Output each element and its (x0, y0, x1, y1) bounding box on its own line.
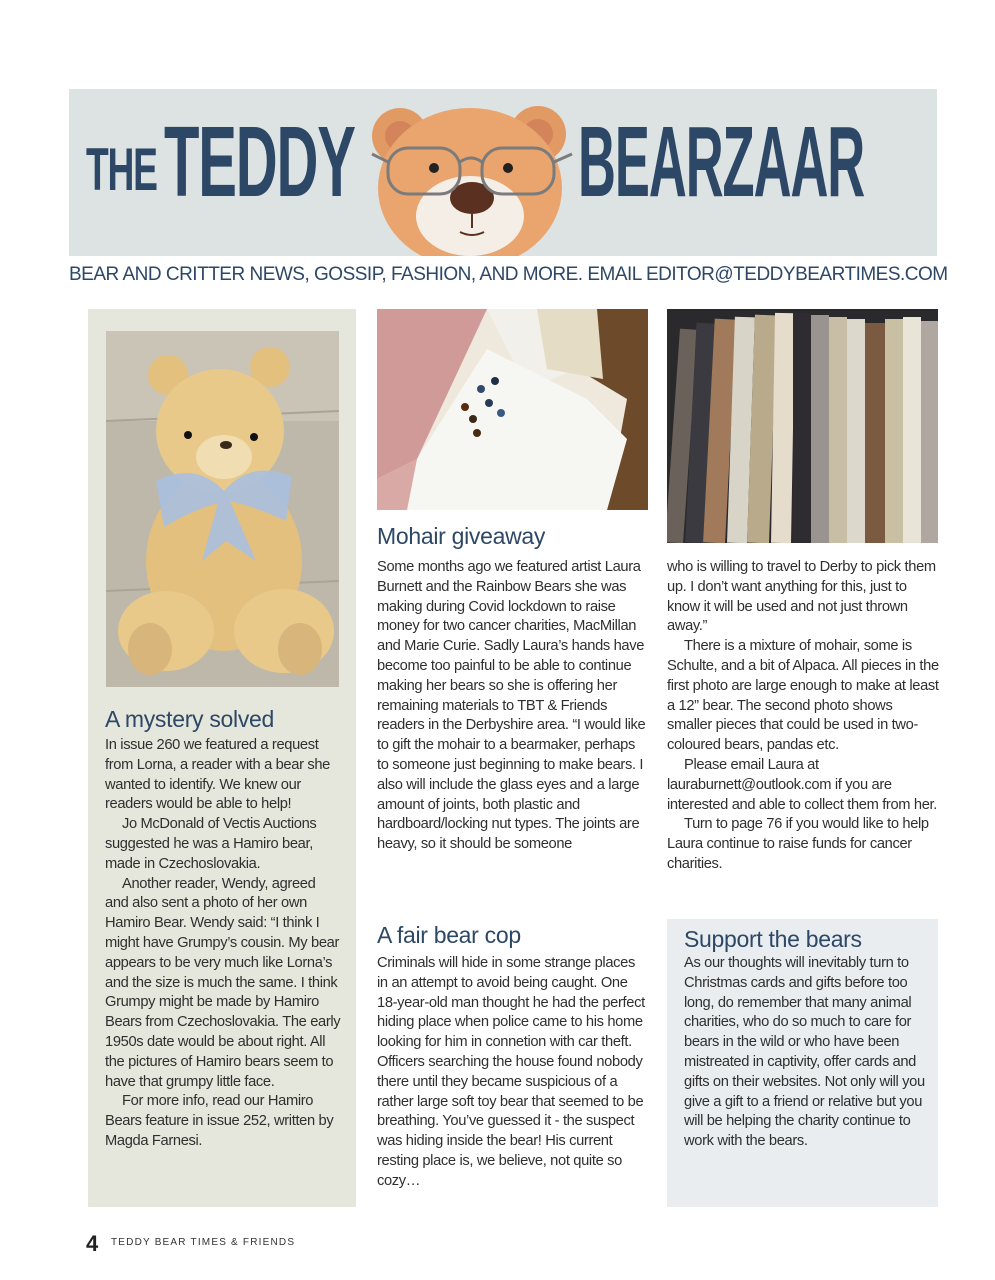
page-number: 4 (86, 1231, 99, 1256)
mystery-paragraph: For more info, read our Hamiro Bears feature in issue 252, written by Magda Farnesi. (105, 1093, 334, 1149)
mystery-paragraph: In issue 260 we featured a request from Lorna, a reader with a bear she wanted to identify. We knew our readers would be able to help! (105, 737, 330, 813)
cop-body (377, 954, 649, 1192)
mohair-pieces-photo (377, 309, 648, 510)
mohair-paragraph: There is a mixture of mohair, some is Schulte, and a bit of Alpaca. All pieces in the first photo are large enough to make at least a 12” bear. The second photo shows smaller pieces that could be used in two-coloured bears, pandas etc. (667, 638, 939, 754)
masthead-the: THE (86, 136, 157, 203)
mohair-rolls-photo (667, 309, 938, 543)
mohair-body-col2 (667, 558, 939, 875)
masthead-subtitle: BEAR AND CRITTER NEWS, GOSSIP, FASHION, AND MORE. EMAIL EDITOR@TEDDYBEARTIMES.COM (69, 264, 948, 285)
mohair-paragraph: Turn to page 76 if you would like to help Laura continue to raise funds for cancer charities. (667, 816, 929, 872)
mystery-paragraph: Another reader, Wendy, agreed and also sent a photo of her own Hamiro Bear. Wendy said: “I think I might have Grumpy’s cousin. My bear appears to be very much like Lorna’s and the size is much the same. I think Grumpy might be made by Hamiro Bears from Czechoslovakia. The early 1950s date would be about right. All the pictures of Hamiro bears seem to have that grumpy little face. (105, 875, 341, 1090)
mystery-heading: A mystery solved (105, 706, 275, 732)
masthead-teddy: TEDDY (164, 106, 355, 218)
mohair-body-col1 (377, 558, 649, 855)
mohair-paragraph: Please email Laura at lauraburnett@outlook.com if you are interested and able to collect them from her. (667, 756, 937, 813)
publication-name: TEDDY BEAR TIMES & FRIENDS (111, 1237, 296, 1248)
mohair-paragraph: who is willing to travel to Derby to pick them up. I don’t want anything for this, just to know it will be used and not just thrown away.” (667, 559, 936, 635)
masthead-bearzaar: BEARZAAR (578, 106, 865, 218)
mohair-paragraph: Some months ago we featured artist Laura Burnett and the Rainbow Bears she was making during Covid lockdown to raise money for two cancer charities, MacMillan and Marie Curie. Sadly Laura’s hands have become too painful to be able to continue making her bears so she is offering her remaining materials to TBT & Friends readers in the Derbyshire area. “I would like to gift the mohair to a bearmaker, perhaps to someone just beginning to make bears. I also will include the glass eyes and a large amount of joints, both plastic and hardboard/locking nut types. The joints are heavy, so it should be someone (377, 559, 646, 853)
mohair-heading: Mohair giveaway (377, 523, 546, 549)
cop-paragraph: Criminals will hide in some strange places in an attempt to avoid being caught. One 18-year-old man thought he had the perfect hiding place when police came to his home looking for him in connetion with car theft. Officers searching the house found nobody there until they became suspicious of a rather large soft toy bear that seemed to be breathing. You’ve guessed it - the suspect was hiding inside the bear! His current resting place is, we believe, not quite so cozy… (377, 955, 645, 1189)
mystery-paragraph: Jo McDonald of Vectis Auctions suggested he was a Hamiro bear, made in Czechoslovakia. (105, 816, 317, 872)
support-body (684, 954, 928, 1152)
cop-heading: A fair bear cop (377, 922, 521, 948)
teddy-glasses-illustration (360, 96, 578, 256)
support-paragraph: As our thoughts will inevitably turn to Christmas cards and gifts before too long, do remember that many animal charities, who do so much to care for bears in the wild or who have been mistreated in captivity, offer cards and gifts on their websites. Not only will you give a gift to a friend or relative but you will be helping the charity continue to work with the bears. (684, 955, 925, 1150)
hamiro-bear-photo (106, 331, 339, 687)
support-heading: Support the bears (684, 926, 862, 952)
mystery-body (105, 736, 342, 1152)
